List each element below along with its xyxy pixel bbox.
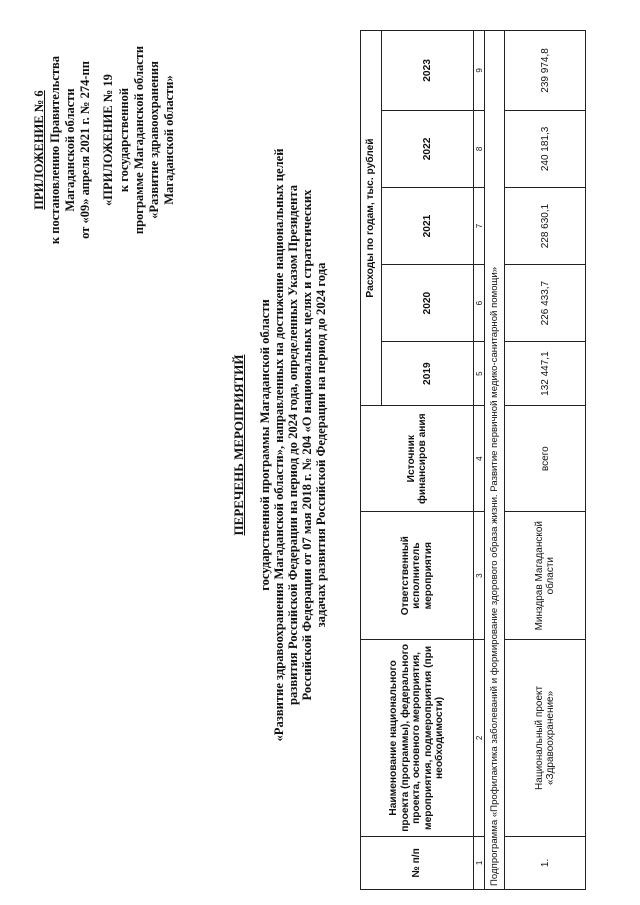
col-header-year: 2019 — [382, 342, 474, 406]
column-number: 6 — [474, 265, 485, 342]
row-name: Национальный проект «Здравоохранение» — [505, 640, 586, 837]
appendix-line: к постановлению Правительства — [48, 55, 62, 245]
col-header-source: Источник финансиров ания — [361, 406, 474, 512]
column-number: 4 — [474, 406, 485, 512]
col-header-year: 2020 — [382, 265, 474, 342]
program-header-line: программе Магаданской области — [132, 45, 146, 235]
title-line: задачах развития Российской Федерации на период до 2024 года — [314, 262, 328, 628]
col-header-executor: Ответственный исполнитель мероприятия — [361, 512, 474, 640]
program-header-line: Магаданской области» — [162, 75, 176, 205]
column-number: 2 — [474, 640, 485, 837]
column-number: 7 — [474, 187, 485, 264]
program-header-line: «Развитие здравоохранения — [147, 61, 161, 219]
measures-table — [360, 30, 586, 890]
column-number: 3 — [474, 512, 485, 640]
col-header-expenses: Расходы по годам, тыс. рублей — [361, 31, 382, 406]
column-number: 8 — [474, 110, 485, 187]
row-value: 226 433,7 — [505, 265, 586, 342]
program-appendix-number: «ПРИЛОЖЕНИЕ № 19 — [101, 74, 115, 206]
row-value: 240 181,3 — [505, 110, 586, 187]
table-row — [505, 31, 586, 890]
column-number-row — [474, 31, 485, 890]
appendix-line: Магаданской области — [63, 88, 77, 212]
title-line: государственной программы Магаданской области — [258, 299, 272, 591]
row-value: 239 974,8 — [505, 31, 586, 111]
row-number: 1. — [505, 836, 586, 889]
subprogram-title: Подпрограмма «Профилактика заболеваний и формирование здорового образа жизни. Развитие первичной медико-санитарной помощи» — [485, 31, 505, 890]
title-line: развития Российской Федерации на период до 2024 года, определенных Указом Президента — [286, 185, 300, 705]
program-header-line: к государственной — [117, 87, 131, 193]
title-heading: ПЕРЕЧЕНЬ МЕРОПРИЯТИЙ — [231, 354, 246, 536]
col-header-year: 2022 — [382, 110, 474, 187]
col-header-num: № п/п — [361, 836, 474, 889]
subprogram-row — [485, 31, 505, 890]
column-number: 1 — [474, 836, 485, 889]
row-value: 132 447,1 — [505, 342, 586, 406]
appendix-number: ПРИЛОЖЕНИЕ № 6 — [32, 90, 46, 210]
column-number: 9 — [474, 31, 485, 111]
title-line: «Развитие здравоохранения Магаданской области», направленных на достижение национальных целей — [272, 148, 286, 742]
appendix-date: от «09» апреля 2021 г. № 274-пп — [78, 61, 92, 239]
col-header-name: Наименование национального проекта (программы), федерального проекта, основного мероприятия, мероприятия, подмероприятия (при необходимости) — [361, 640, 474, 837]
col-header-year: 2023 — [382, 31, 474, 111]
row-executor: Минздрав Магаданской области — [505, 512, 586, 640]
row-source: всего — [505, 406, 586, 512]
row-value: 228 630,1 — [505, 187, 586, 264]
column-number: 5 — [474, 342, 485, 406]
title-line: Российской Федерации от 07 мая 2018 г. № 204 «О национальных целях и стратегических — [300, 189, 314, 701]
col-header-year: 2021 — [382, 187, 474, 264]
